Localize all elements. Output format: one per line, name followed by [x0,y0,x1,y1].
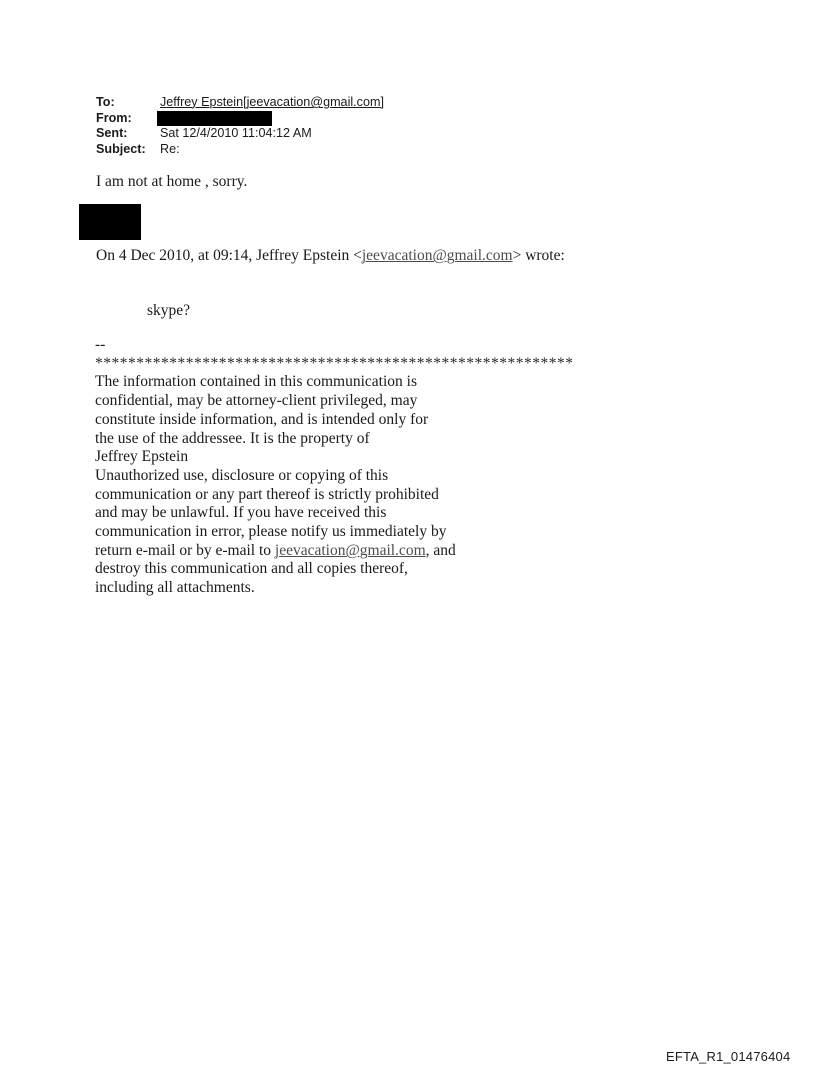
disclaimer-email-suffix: , and [425,541,456,559]
header-row-sent [96,126,384,142]
quote-suffix: > wrote: [512,247,565,264]
sent-label: Sent: [96,126,128,141]
subject-label: Subject: [96,141,146,156]
signature-asterisk-divider: ********************************************************** [95,354,574,372]
header-row-subject [96,142,384,158]
header-row-from [96,111,384,127]
message-body-text: I am not at home , sorry. [96,173,248,190]
email-header [96,95,384,157]
to-value: Jeffrey Epstein[jeevacation@gmail.com] [160,95,384,109]
header-row-to [96,95,384,111]
quote-prefix: On 4 Dec 2010, at 09:14, Jeffrey Epstein < [96,247,362,264]
disclaimer-line: and may be unlawful. If you have received this [95,504,387,522]
disclaimer-line: constitute inside information, and is intended only for [95,410,429,428]
disclaimer-email-link[interactable]: jeevacation@gmail.com [274,541,426,559]
quote-email-link[interactable]: jeevacation@gmail.com [361,247,513,264]
subject-value: Re: [160,141,180,156]
disclaimer-email-prefix: return e-mail or by e-mail to [95,541,275,559]
quote-attribution-line [96,246,565,265]
disclaimer-line-with-email [95,542,574,561]
bates-number: EFTA_R1_01476404 [666,1049,791,1064]
disclaimer-line: the use of the addressee. It is the property of [95,429,370,447]
sent-value: Sat 12/4/2010 11:04:12 AM [160,126,312,141]
signature-and-disclaimer [95,336,574,598]
from-redaction-bar [157,111,272,126]
disclaimer-line: Jeffrey Epstein [95,448,189,466]
disclaimer-line: communication in error, please notify us immediately by [95,523,447,541]
disclaimer-line: Unauthorized use, disclosure or copying of this [95,466,389,484]
disclaimer-line: communication or any part thereof is strictly prohibited [95,485,439,503]
to-label: To: [96,95,115,109]
disclaimer-line: The information contained in this communication is [95,373,417,391]
quoted-reply-text: skype? [147,302,191,319]
from-label: From: [96,110,132,125]
disclaimer-line: confidential, may be attorney-client privileged, may [95,392,418,410]
disclaimer-line: destroy this communication and all copies thereof, [95,560,408,578]
disclaimer-line: including all attachments. [95,579,255,597]
signature-redaction-block [79,204,141,240]
signature-dashes: -- [95,336,106,353]
